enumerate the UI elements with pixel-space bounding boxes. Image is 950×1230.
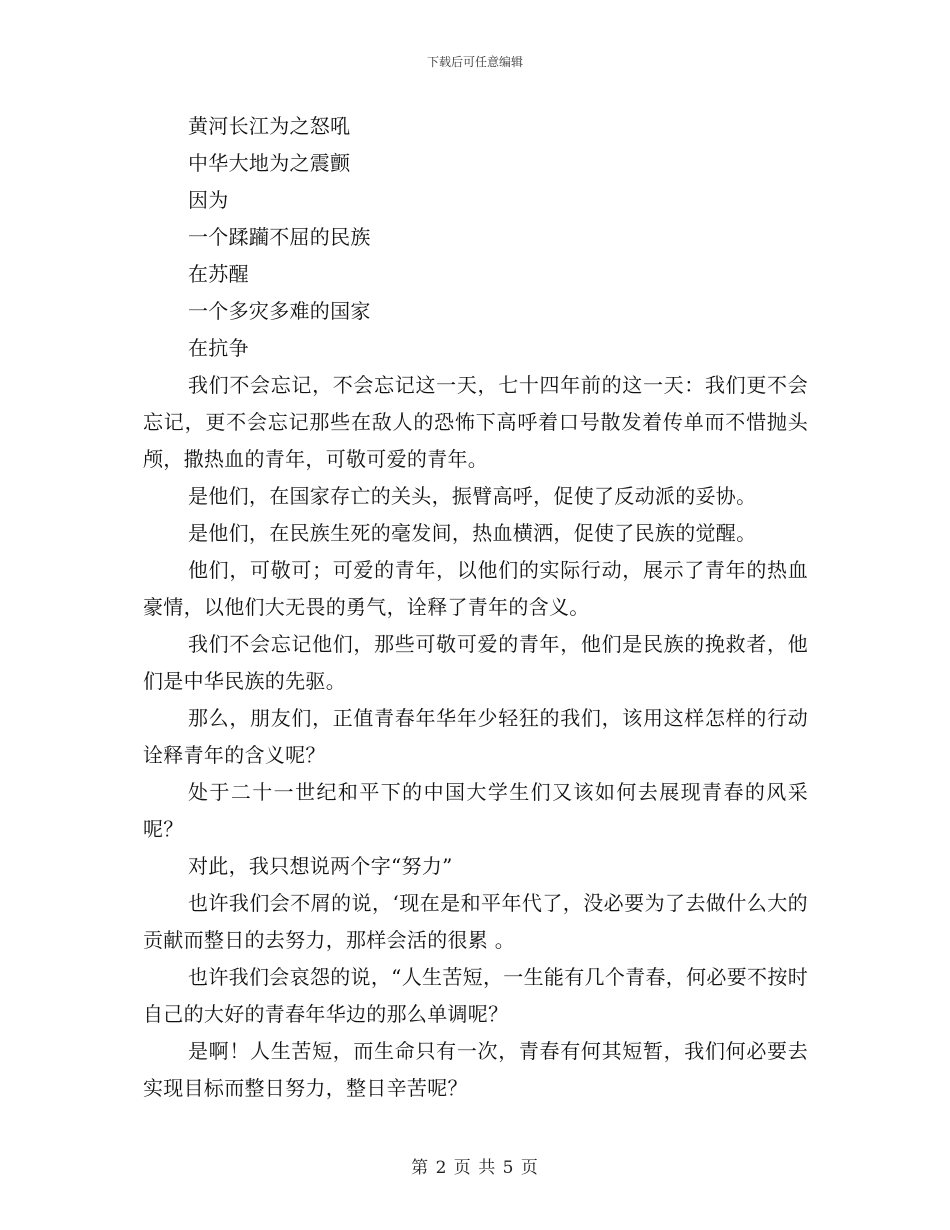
poem-line: 一个多灾多难的国家 (188, 299, 371, 323)
paragraph: 也许我们会哀怨的说，“人生苦短，一生能有几个青春，何必要不按时自己的大好的青春年华边的那么单调呢？ (143, 965, 808, 1026)
paragraph: 那么，朋友们，正值青春年华年少轻狂的我们，该用这样怎样的行动诠释青年的含义呢？ (143, 706, 808, 767)
poem-line: 因为 (188, 188, 229, 212)
document-body (143, 108, 808, 1107)
poem-line: 一个蹂躏不屈的民族 (188, 225, 371, 249)
paragraph: 他们，可敬可；可爱的青年，以他们的实际行动，展示了青年的热血豪情，以他们大无畏的勇气，诠释了青年的含义。 (143, 558, 808, 619)
poem-line: 在苏醒 (188, 262, 249, 286)
paragraph: 是他们，在民族生死的毫发间，热血横洒，促使了民族的觉醒。 (188, 521, 757, 545)
paragraph: 是啊！人生苦短，而生命只有一次，青春有何其短暂，我们何必要去实现目标而整日努力，整日辛苦呢？ (143, 1039, 808, 1100)
paragraph: 也许我们会不屑的说，‘现在是和平年代了，没必要为了去做什么大的贡献而整日的去努力，那样会活的很累 。 (143, 891, 808, 952)
paragraph: 我们不会忘记，不会忘记这一天，七十四年前的这一天：我们更不会忘记，更不会忘记那些在敌人的恐怖下高呼着口号散发着传单而不惜抛头颅，撒热血的青年，可敬可爱的青年。 (143, 373, 808, 471)
poem-line: 中华大地为之震颤 (188, 151, 351, 175)
page-number: 第 2 页 共 5 页 (411, 1158, 539, 1178)
paragraph: 我们不会忘记他们，那些可敬可爱的青年，他们是民族的挽救者，他们是中华民族的先驱。 (143, 632, 808, 693)
paragraph: 处于二十一世纪和平下的中国大学生们又该如何去展现青春的风采呢？ (143, 780, 808, 841)
poem-line: 黄河长江为之怒吼 (188, 114, 351, 138)
poem-line: 在抗争 (188, 336, 249, 360)
paragraph: 对此，我只想说两个字“努力” (188, 854, 453, 878)
page-header: 下载后可任意编辑 (426, 55, 523, 69)
paragraph: 是他们，在国家存亡的关头，振臂高呼，促使了反动派的妥协。 (188, 484, 757, 508)
